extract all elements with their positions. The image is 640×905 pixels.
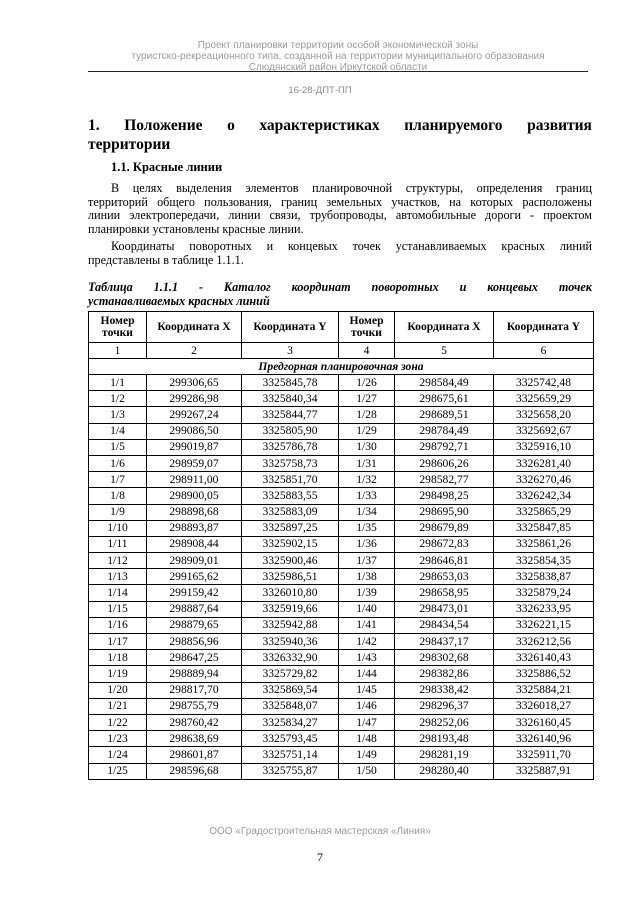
table-row [89,666,594,682]
header-coordinate-y: Координата Y [242,312,339,343]
cell-coordinate-x: 298755,79 [147,698,242,714]
cell-coordinate-x: 298959,07 [147,455,242,471]
cell-coordinate-x: 298856,96 [147,634,242,650]
cell-coordinate-y: 3325854,35 [494,553,594,569]
cell-coordinate-x: 298647,25 [147,650,242,666]
cell-point-number: 1/29 [339,423,395,439]
column-number: 3 [242,343,339,359]
cell-point-number: 1/16 [89,617,147,633]
table-row [89,763,594,779]
column-number: 4 [339,343,395,359]
section-title-word: характеристиках [259,117,380,134]
cell-point-number: 1/45 [339,682,395,698]
cell-coordinate-x: 299165,62 [147,569,242,585]
cell-coordinate-y: 3325911,70 [494,747,594,763]
cell-point-number: 1/28 [339,407,395,423]
cell-coordinate-x: 299086,50 [147,423,242,439]
cell-coordinate-y: 3325897,25 [242,520,339,536]
cell-coordinate-y: 3326160,45 [494,714,594,730]
cell-coordinate-y: 3325751,14 [242,747,339,763]
table-row [89,714,594,730]
cell-point-number: 1/5 [89,439,147,455]
cell-point-number: 1/42 [339,634,395,650]
table-caption-word: Таблица [88,280,133,294]
column-number: 2 [147,343,242,359]
section-title-word: 1. [88,117,100,134]
cell-coordinate-y: 3325834,27 [242,714,339,730]
cell-coordinate-x: 298792,71 [395,439,494,455]
table-row [89,682,594,698]
cell-point-number: 1/17 [89,634,147,650]
table-row [89,391,594,407]
table-row [89,536,594,552]
cell-coordinate-y: 3325793,45 [242,731,339,747]
cell-point-number: 1/27 [339,391,395,407]
cell-coordinate-y: 3326140,96 [494,731,594,747]
cell-coordinate-y: 3326212,56 [494,634,594,650]
cell-coordinate-x: 299159,42 [147,585,242,601]
cell-coordinate-x: 298784,49 [395,423,494,439]
cell-coordinate-x: 298900,05 [147,488,242,504]
cell-coordinate-x: 298893,87 [147,520,242,536]
cell-coordinate-y: 3325902,15 [242,536,339,552]
cell-point-number: 1/43 [339,650,395,666]
cell-coordinate-y: 3325900,46 [242,553,339,569]
cell-coordinate-y: 3325729,82 [242,666,339,682]
cell-point-number: 1/23 [89,731,147,747]
table-caption-word: концевых [487,280,539,294]
header-coordinate-y: Координата Y [494,312,594,343]
cell-point-number: 1/44 [339,666,395,682]
cell-coordinate-x: 298675,61 [395,391,494,407]
cell-point-number: 1/30 [339,439,395,455]
cell-coordinate-x: 298473,01 [395,601,494,617]
cell-coordinate-x: 298281,19 [395,747,494,763]
cell-point-number: 1/31 [339,455,395,471]
table-row [89,504,594,520]
cell-point-number: 1/32 [339,472,395,488]
cell-coordinate-y: 3325805,90 [242,423,339,439]
cell-coordinate-x: 299286,98 [147,391,242,407]
table-caption-word: - [198,280,203,294]
cell-point-number: 1/11 [89,536,147,552]
cell-coordinate-y: 3325758,73 [242,455,339,471]
cell-point-number: 1/40 [339,601,395,617]
paragraph-1-line: В целях выделения элементов планировочной структуры, определения границ [111,181,592,195]
cell-coordinate-y: 3325851,70 [242,472,339,488]
cell-coordinate-x: 298887,64 [147,601,242,617]
cell-coordinate-y: 3325942,88 [242,617,339,633]
section-title-word: планируемого [404,117,503,134]
table-row [89,601,594,617]
column-number: 6 [494,343,594,359]
cell-point-number: 1/6 [89,455,147,471]
cell-coordinate-y: 3325869,54 [242,682,339,698]
table-row [89,455,594,471]
cell-coordinate-x: 298584,49 [395,375,494,391]
zone-header: Предгорная планировочная зона [89,359,594,375]
table-caption-word: 1.1.1 [153,280,179,294]
cell-point-number: 1/21 [89,698,147,714]
table-row [89,488,594,504]
table-row [89,375,594,391]
table-row [89,423,594,439]
cell-point-number: 1/49 [339,747,395,763]
table-row [89,439,594,455]
section-title-word: развития [527,117,592,134]
cell-point-number: 1/4 [89,423,147,439]
cell-coordinate-y: 3325940,36 [242,634,339,650]
cell-point-number: 1/18 [89,650,147,666]
table-row [89,472,594,488]
paragraph-2-line: Координаты поворотных и концевых точек устанавливаемых красных линий [111,239,592,253]
cell-coordinate-x: 298909,01 [147,553,242,569]
cell-coordinate-x: 298582,77 [395,472,494,488]
cell-point-number: 1/10 [89,520,147,536]
cell-coordinate-x: 298193,48 [395,731,494,747]
cell-coordinate-y: 3325692,67 [494,423,594,439]
table-row [89,569,594,585]
coordinates-table [88,311,594,780]
cell-coordinate-x: 298638,69 [147,731,242,747]
header-coordinate-x: Координата X [395,312,494,343]
cell-coordinate-x: 299019,87 [147,439,242,455]
cell-coordinate-x: 298898,68 [147,504,242,520]
cell-coordinate-y: 3325879,24 [494,585,594,601]
cell-coordinate-y: 3325884,21 [494,682,594,698]
header-line-3: Слюдянский район Иркутской области [248,62,428,73]
cell-point-number: 1/3 [89,407,147,423]
cell-point-number: 1/19 [89,666,147,682]
cell-coordinate-x: 298679,89 [395,520,494,536]
cell-coordinate-y: 3325755,87 [242,763,339,779]
cell-coordinate-x: 298695,90 [395,504,494,520]
cell-point-number: 1/48 [339,731,395,747]
cell-coordinate-x: 298760,42 [147,714,242,730]
cell-coordinate-x: 298252,06 [395,714,494,730]
cell-coordinate-y: 3325786,78 [242,439,339,455]
table-caption-word: Каталог [223,280,271,294]
page-number: 7 [317,850,323,864]
section-title-line-2: территории [88,136,171,153]
table-row [89,520,594,536]
header-point-number: Номер точки [339,312,395,343]
table-row [89,698,594,714]
table-caption-word: точек [558,280,592,294]
cell-point-number: 1/37 [339,553,395,569]
table-row [89,585,594,601]
paragraph-1-line: территорий общего пользования, границ земельных участков, на которых расположены [88,194,592,209]
cell-coordinate-x: 298889,94 [147,666,242,682]
cell-coordinate-x: 298646,81 [395,553,494,569]
cell-coordinate-y: 3325865,29 [494,504,594,520]
cell-coordinate-y: 3325742,48 [494,375,594,391]
cell-coordinate-x: 298498,25 [395,488,494,504]
cell-point-number: 1/8 [89,488,147,504]
section-title-line-1 [88,116,592,135]
cell-coordinate-x: 298437,17 [395,634,494,650]
table-caption [88,280,592,308]
cell-point-number: 1/25 [89,763,147,779]
cell-point-number: 1/13 [89,569,147,585]
cell-coordinate-x: 298296,37 [395,698,494,714]
table-row [89,407,594,423]
cell-point-number: 1/7 [89,472,147,488]
cell-coordinate-y: 3326221,15 [494,617,594,633]
cell-point-number: 1/26 [339,375,395,391]
cell-coordinate-y: 3325845,78 [242,375,339,391]
cell-point-number: 1/33 [339,488,395,504]
cell-coordinate-y: 3326018,27 [494,698,594,714]
cell-point-number: 1/41 [339,617,395,633]
cell-point-number: 1/1 [89,375,147,391]
cell-point-number: 1/20 [89,682,147,698]
cell-coordinate-y: 3325861,26 [494,536,594,552]
cell-coordinate-x: 298911,00 [147,472,242,488]
cell-point-number: 1/50 [339,763,395,779]
cell-coordinate-x: 298596,68 [147,763,242,779]
cell-point-number: 1/22 [89,714,147,730]
column-number: 5 [395,343,494,359]
cell-point-number: 1/14 [89,585,147,601]
cell-point-number: 1/15 [89,601,147,617]
paragraph-2 [88,240,592,267]
cell-coordinate-y: 3325658,20 [494,407,594,423]
paragraph-1 [88,182,592,236]
cell-coordinate-y: 3326233,95 [494,601,594,617]
table-caption-word: координат [291,280,351,294]
table-caption-line-2: устанавливаемых красных линий [88,294,270,308]
subsection-title: 1.1. Красные линии [111,160,223,174]
cell-coordinate-y: 3325886,52 [494,666,594,682]
cell-coordinate-x: 299306,65 [147,375,242,391]
footer-company: ООО «Градостроительная мастерская «Линия» [209,826,431,837]
cell-coordinate-y: 3325919,66 [242,601,339,617]
paragraph-2-line: представлены в таблице 1.1.1. [88,252,244,267]
cell-coordinate-x: 298658,95 [395,585,494,601]
cell-coordinate-x: 298908,44 [147,536,242,552]
cell-point-number: 1/34 [339,504,395,520]
cell-point-number: 1/46 [339,698,395,714]
table-caption-word: и [459,280,467,294]
cell-point-number: 1/39 [339,585,395,601]
cell-coordinate-y: 3325847,85 [494,520,594,536]
document-code: 16-28-ДПТ-ПП [288,85,352,96]
cell-coordinate-x: 298879,65 [147,617,242,633]
cell-coordinate-x: 298338,42 [395,682,494,698]
table-row [89,747,594,763]
cell-coordinate-y: 3325883,55 [242,488,339,504]
table-row [89,617,594,633]
cell-coordinate-y: 3325916,10 [494,439,594,455]
cell-coordinate-y: 3325986,51 [242,569,339,585]
cell-coordinate-y: 3326270,46 [494,472,594,488]
cell-point-number: 1/38 [339,569,395,585]
table-row [89,634,594,650]
header-line-2: туристско-рекреационного типа, созданной на территории муниципального образования [131,51,545,62]
cell-coordinate-x: 298280,40 [395,763,494,779]
cell-coordinate-x: 298817,70 [147,682,242,698]
cell-coordinate-y: 3326281,40 [494,455,594,471]
cell-coordinate-x: 298601,87 [147,747,242,763]
cell-coordinate-y: 3326140,43 [494,650,594,666]
paragraph-1-line: линии электропередачи, линии связи, трубопроводы, автомобильные дороги - проектом [88,208,592,223]
cell-coordinate-x: 298689,51 [395,407,494,423]
cell-coordinate-y: 3326332,90 [242,650,339,666]
cell-coordinate-x: 298653,03 [395,569,494,585]
header-coordinate-x: Координата X [147,312,242,343]
table-caption-line-1 [88,280,592,294]
cell-coordinate-y: 3325883,09 [242,504,339,520]
section-title-word: Положение [124,117,203,134]
cell-coordinate-y: 3325840,34 [242,391,339,407]
cell-coordinate-x: 298382,86 [395,666,494,682]
header-line-1: Проект планировки территории особой экономической зоны [197,40,479,51]
table-row [89,731,594,747]
cell-coordinate-x: 299267,24 [147,407,242,423]
cell-coordinate-y: 3325659,29 [494,391,594,407]
cell-coordinate-y: 3325838,87 [494,569,594,585]
cell-point-number: 1/12 [89,553,147,569]
cell-coordinate-y: 3326010,80 [242,585,339,601]
header-point-number: Номер точки [89,312,147,343]
table-row [89,553,594,569]
cell-coordinate-x: 298672,83 [395,536,494,552]
cell-point-number: 1/24 [89,747,147,763]
cell-coordinate-x: 298606,26 [395,455,494,471]
cell-coordinate-x: 298434,54 [395,617,494,633]
cell-point-number: 1/2 [89,391,147,407]
cell-point-number: 1/47 [339,714,395,730]
header-rule [88,71,588,72]
paragraph-1-line: планировки установлены красные линии. [88,221,304,236]
cell-point-number: 1/9 [89,504,147,520]
section-title-word: о [227,117,235,134]
cell-point-number: 1/35 [339,520,395,536]
cell-coordinate-y: 3325844,77 [242,407,339,423]
cell-coordinate-y: 3325848,07 [242,698,339,714]
cell-coordinate-y: 3325887,91 [494,763,594,779]
table-row [89,650,594,666]
cell-point-number: 1/36 [339,536,395,552]
table-caption-word: поворотных [371,280,439,294]
cell-coordinate-y: 3326242,34 [494,488,594,504]
column-number: 1 [89,343,147,359]
section-title [88,116,592,154]
cell-coordinate-x: 298302,68 [395,650,494,666]
